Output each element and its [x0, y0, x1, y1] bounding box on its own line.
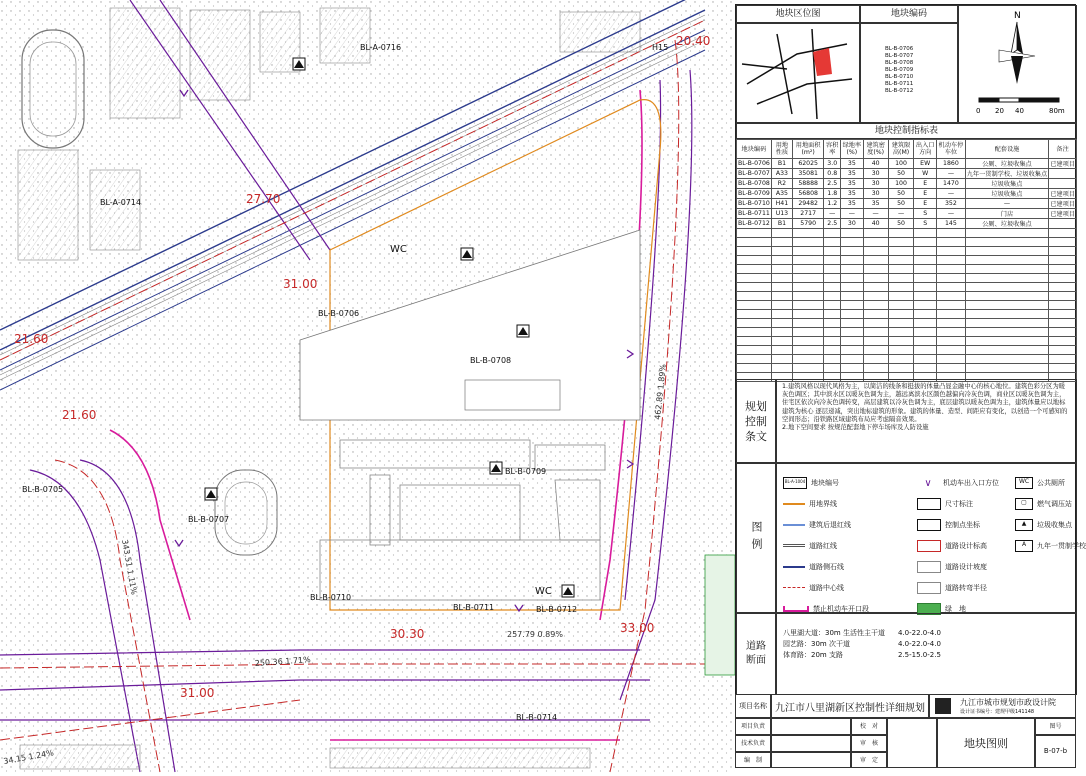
table-row: BL-B-0707 A33 35081 0.8 35 30 50 W — 九年一贯制学校、垃圾收集点 [737, 169, 1077, 179]
parcel-label: BL-B-0712 [536, 605, 578, 614]
legend-col-symbols: ∨ 机动车出入口方位 尺寸标注 控制点坐标 道路设计标高 道路设计坡度 道路转弯半径 绿 地 [917, 472, 1027, 619]
table-row: BL-B-0712 B1 5790 2.5 30 40 50 S 145 公厕、垃圾收集点 [737, 219, 1077, 229]
table-row [737, 337, 1077, 346]
table-row [737, 274, 1077, 283]
drawing-no: B-07-b [1035, 735, 1076, 768]
table-row [737, 355, 1077, 364]
wc-mark: WC [390, 244, 407, 255]
north-arrow-icon [959, 6, 1076, 122]
table-row [737, 346, 1077, 355]
table-row [737, 238, 1077, 247]
parcel-label: BL-B-0710 [310, 593, 352, 602]
indicator-title: 地块控制指标表 [736, 123, 1077, 139]
drawing-title: 地块图则 [937, 718, 1035, 768]
table-row [737, 229, 1077, 238]
project-name: 九江市八里湖新区控制性详细规划 [771, 694, 929, 718]
table-row [737, 301, 1077, 310]
location-map-header: 地块区位图 [736, 5, 860, 23]
parcel-label: BL-B-0708 [470, 356, 512, 365]
north-scale-box [958, 5, 1077, 123]
table-row: BL-B-0710 H41 29482 1.2 35 35 50 E 352 — 已建项目 [738, 200, 1075, 208]
svg-text:20: 20 [995, 107, 1004, 115]
parcel-label: BL-B-0714 [516, 713, 558, 722]
table-row: BL-B-0711 U13 2717 — — — — S — 门店 已建项目 [738, 210, 1075, 218]
control-text: 1.建筑风格以现代风格为主，以简洁的线条和挺拔的体量凸显金融中心的核心地位。建筑色彩分区为暖灰色调区；其中滨水区以暖灰色调为主，越远离滨水区颜色越偏向冷灰色调，商业区以暖灰色调为主，住宅区依次向冷灰色调转变，高层建筑以冷灰色调为主，底层建筑以暖灰色调为主，建筑体量应以地标建筑为核心 逐层递减，突出地标建筑的形象。建筑的体量、造型、间距应有变化，以创造一个可感知的空间形态；沿铁路区域建筑布局应考虑隔音效果。 2.地下空间要求 按规范配套地下停车场库及人防设施 [776, 379, 1077, 463]
info-panel [735, 4, 1086, 768]
slope-label: 343.51 1.11% [120, 538, 139, 596]
parcel-label: BL-B-0707 [188, 515, 230, 524]
table-row [737, 247, 1077, 256]
road-sections: 八里湖大道：30m 生活性主干道 4.0-22.0-4.0 园艺路：30m 次干道 4.0-22.0-4.0 体育路：20m 支路 2.5-15.0-2.5 [776, 613, 1077, 695]
parcel-code-header: 地块编码 [860, 5, 958, 23]
slope-label: 250.36 1.71% [254, 655, 311, 668]
highlight-parcel [813, 48, 832, 76]
parcel-label: BL-B-0711 [453, 603, 495, 612]
elevation-label: 31.00 [283, 277, 318, 291]
table-row: BL-B-0706 B1 62025 3.0 35 40 100 EW 1860 公厕、垃圾收集点 已建项目 [738, 160, 1075, 168]
table-row [737, 310, 1077, 319]
drawing-no-label: 图号 [1035, 718, 1076, 735]
table-row [737, 283, 1077, 292]
elevation-label: 20.40 [676, 34, 711, 48]
institute-logo-icon [935, 698, 951, 714]
table-row [737, 319, 1077, 328]
legend-label: 图例 [736, 463, 776, 613]
parcel-code-list: BL-B-0706 BL-B-0707 BL-B-0708 BL-B-0709 BL-B-0710 BL-B-0711 BL-B-0712 [860, 23, 958, 123]
parcel-label: BL-B-0705 [22, 485, 64, 494]
table-row [737, 265, 1077, 274]
sign-block: 项目负责 技术负责 编 制 校 对 审 核 审 定 地块图则 图号 B-07-b [735, 718, 1076, 768]
slope-label: 462.89 1.89% [653, 363, 668, 421]
elevation-label: 21.60 [62, 408, 97, 422]
institute-box: 九江市城市规划市政设计院 设计证书编号：建规甲级141148 [929, 694, 1076, 718]
control-label: 规划控制条文 [736, 379, 776, 463]
svg-text:40: 40 [1015, 107, 1024, 115]
slope-label: 257.79 0.89% [507, 630, 563, 639]
section-label: 道路断面 [736, 613, 776, 695]
elevation-label: 21.60 [14, 332, 49, 346]
parcel-label: BL-B-0709 [505, 467, 547, 476]
parcel-label: BL-A-0714 [100, 198, 142, 207]
parcel-label: BL-B-0706 [318, 309, 360, 318]
svg-text:N: N [1014, 11, 1021, 21]
legend-col-lines: BL-A-1004 地块编号 用地界线 建筑后退红线 道路红线 道路侧石线 道路中心线 禁止机动车开口段 [784, 478, 869, 613]
elevation-label: 31.00 [180, 686, 215, 700]
elevation-label: 33.00 [620, 621, 655, 635]
location-map [736, 23, 860, 123]
table-row [737, 364, 1077, 373]
table-row [737, 328, 1077, 337]
indicator-table: 地块编码 用地性质 用地面积(m²) 容积率 绿地率(%) 建筑密度(%) 建筑限高(M) 出入口方向 机动车停车位 配套设施 备注 BL-B-0706 B1 62025 3.0 35 40 100 EW 1860 公厕、垃圾收集点 已建项目 BL-B-0707 A33 35081 0.8 35 30 50 W — 九年一贯制学校、垃圾收集点 BL-B-0708 R2 58888 2.5 35 30 100 E 1470 垃圾收集点 BL-B-0709 A35 56808 1.8 35 30 50 E — 垃圾收集点 已建项目 BL-B-0710 H41 29482 1.2 35 35 50 E 352 — 已建项目 BL-B-0711 U13 2717 — — — — S — 门店 已建项目 BL-B-0712 B1 5790 2.5 30 40 50 S 145 公厕、垃圾收集点 [736, 139, 1077, 379]
svg-text:0: 0 [976, 107, 981, 115]
road-mark: H15 [652, 43, 669, 52]
elevation-label: 27.70 [246, 192, 281, 206]
table-row: BL-B-0709 A35 56808 1.8 35 30 50 E — 垃圾收集点 已建项目 [738, 190, 1075, 198]
legend-col-facilities: WC 公共厕所 ▢ 燃气调压站 ▲ 垃圾收集点 A 九年一贯制学校 [1015, 472, 1077, 556]
slope-label: 34.15 1.24% [2, 748, 55, 766]
svg-text:80m: 80m [1049, 107, 1065, 115]
legend [776, 463, 1086, 613]
parcel-label: BL-A-0716 [360, 43, 402, 52]
table-row: BL-B-0708 R2 58888 2.5 35 30 100 E 1470 垃圾收集点 [737, 179, 1077, 189]
project-label: 项目名称 [735, 694, 771, 718]
elevation-label: 30.30 [390, 627, 425, 641]
table-row [737, 256, 1077, 265]
wc-mark: WC [535, 586, 552, 597]
table-row [737, 292, 1077, 301]
